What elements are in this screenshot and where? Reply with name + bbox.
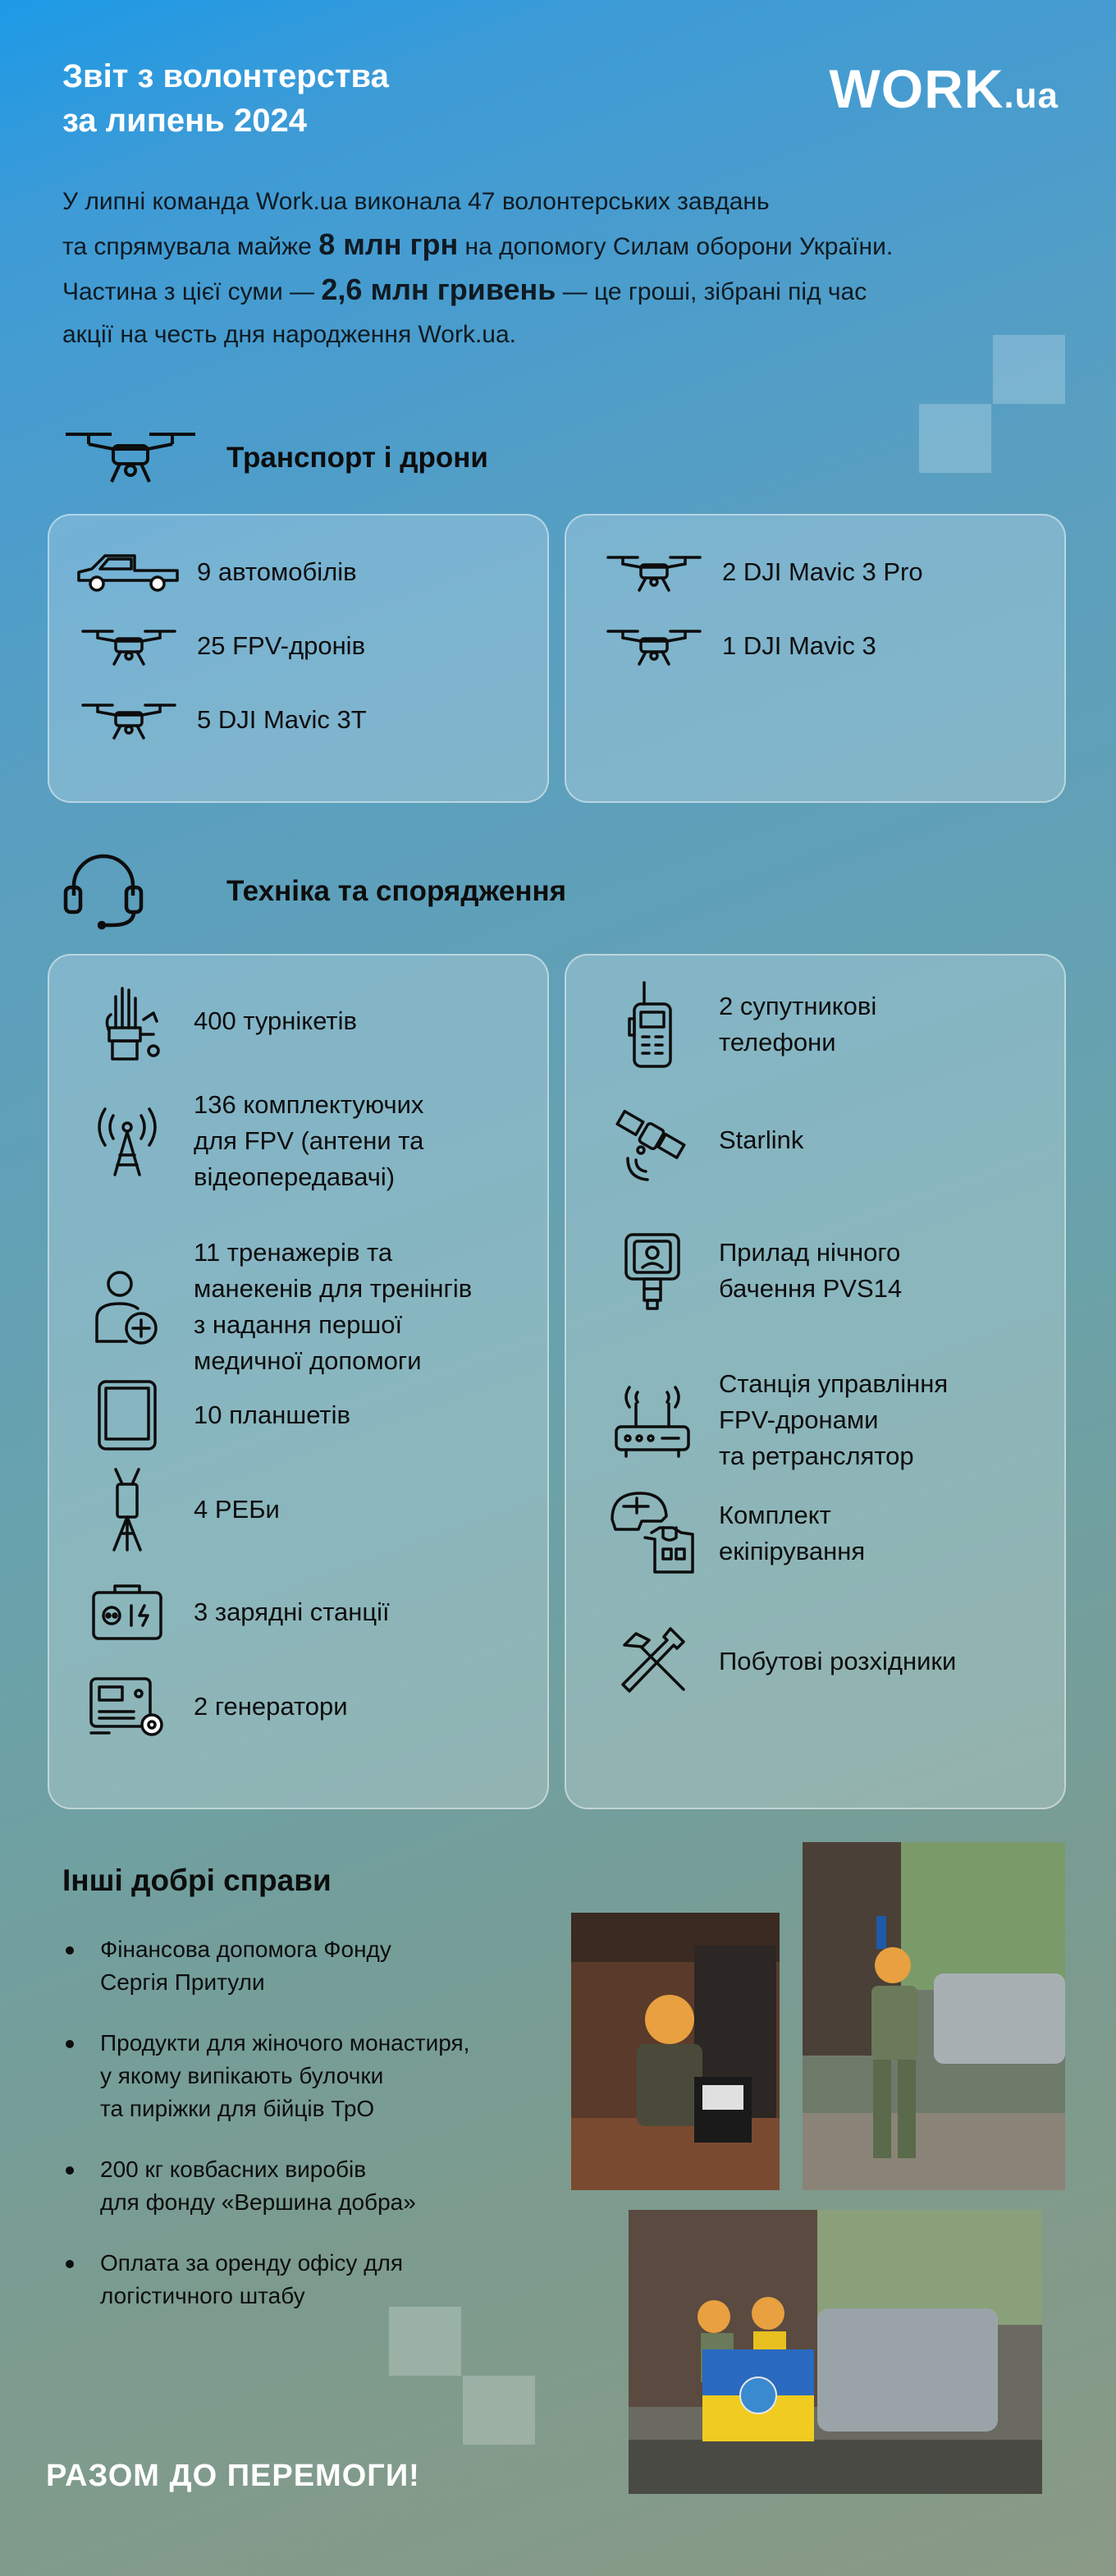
intro-line-4: акції на честь дня народження Work.ua. <box>62 321 517 348</box>
tourniquet-icon <box>74 992 181 1050</box>
item-label: Комплект екіпірування <box>719 1501 866 1565</box>
list-item <box>599 1366 948 1474</box>
item-label: 136 комплектуючих для FPV (антени та відеопередавачі) <box>194 1090 424 1191</box>
item-label: Прилад нічного бачення PVS14 <box>719 1238 903 1303</box>
headset-icon <box>62 850 226 933</box>
list-item <box>599 1633 956 1690</box>
item-label: Станція управління FPV-дронами та ретранслятор <box>719 1369 949 1470</box>
list-item: Продукти для жіночого монастиря, у якому випікають булочки та пиріжки для бійців ТрО <box>62 2027 555 2125</box>
intro-highlight-26mln: 2,6 млн гривень <box>321 273 556 306</box>
item-label: 2 DJI Mavic 3 Pro <box>722 557 923 586</box>
photo-soldier-with-car <box>803 1842 1065 2190</box>
list-item <box>599 1497 865 1570</box>
item-label: 400 турнікетів <box>194 1006 357 1035</box>
intro-highlight-8mln: 8 млн грн <box>318 227 459 261</box>
page-title <box>62 54 555 143</box>
list-item <box>67 617 365 675</box>
medic-person-icon <box>74 1278 181 1336</box>
logo-main: WORK <box>829 58 1004 119</box>
section-equipment-title: Техніка та спорядження <box>226 874 567 907</box>
list-item <box>67 543 357 601</box>
work-ua-logo[interactable] <box>829 57 1059 120</box>
section-others-title: Інші добрі справи <box>62 1863 332 1897</box>
list-item: Фінансова допомога Фонду Сергія Притули <box>62 1933 555 1999</box>
intro-line-2c: на допомогу Силам оборони України. <box>458 233 894 260</box>
list-item: 200 кг ковбасних виробів для фонду «Вершина добра» <box>62 2153 555 2219</box>
list-item <box>67 691 367 749</box>
decor-square <box>919 404 991 473</box>
section-equipment-heading <box>62 850 566 933</box>
item-label: 2 супутникові телефони <box>719 992 877 1057</box>
helmet-vest-icon <box>599 1505 706 1562</box>
photo-soldiers-with-flag <box>629 2210 1042 2494</box>
intro-line-2a: та спрямувала майже <box>62 233 319 260</box>
intro-line-1: У липні команда Work.ua виконала 47 волонтерських завдань <box>62 188 770 215</box>
intro-line-2 <box>62 223 1072 268</box>
antenna-tower-icon <box>74 1112 181 1170</box>
item-label: 5 DJI Mavic 3T <box>197 705 367 734</box>
list-item <box>599 988 876 1061</box>
list-item <box>74 1235 472 1379</box>
decor-square <box>993 335 1065 404</box>
walkie-talkie-icon <box>599 996 706 1053</box>
generator-icon <box>74 1678 181 1735</box>
item-label: 25 FPV-дронів <box>197 631 366 660</box>
intro-line-3a: Частина з цієї суми — <box>62 278 322 305</box>
item-label: 10 планшетів <box>194 1400 350 1429</box>
list-item <box>74 1387 350 1444</box>
section-transport-heading <box>62 423 488 493</box>
list-item <box>592 617 876 675</box>
intro-line-3 <box>62 268 1072 314</box>
item-label: Starlink <box>719 1125 804 1154</box>
list-item: Оплата за оренду офісу для логістичного штабу <box>62 2247 555 2312</box>
item-label: Побутові розхідники <box>719 1647 957 1675</box>
title-line-2: за липень 2024 <box>62 103 307 139</box>
item-label: 2 генератори <box>194 1692 348 1721</box>
item-label: 1 DJI Mavic 3 <box>722 631 876 660</box>
decor-square <box>463 2376 535 2445</box>
list-item <box>74 1678 348 1735</box>
list-item <box>74 992 357 1050</box>
list-item <box>592 543 923 601</box>
list-item <box>74 1584 390 1641</box>
list-item <box>74 1087 423 1195</box>
night-vision-icon <box>599 1242 706 1299</box>
drone-icon <box>62 423 226 493</box>
item-label: 9 автомобілів <box>197 557 357 586</box>
satellite-icon <box>599 1112 706 1169</box>
footer-slogan: РАЗОМ ДО ПЕРЕМОГИ! <box>46 2459 420 2493</box>
charging-station-icon <box>74 1584 181 1641</box>
section-transport-title: Транспорт і дрони <box>226 441 488 474</box>
item-label: 11 тренажерів та манекенів для тренінгів з надання першої медичної допомоги <box>194 1238 473 1375</box>
drone-icon <box>592 543 716 601</box>
list-item <box>599 1112 803 1169</box>
title-line-1: Звіт з волонтерства <box>62 58 389 94</box>
list-item <box>599 1235 902 1307</box>
ewar-tripod-icon <box>74 1481 181 1538</box>
drone-icon <box>67 691 190 749</box>
intro-line-3c: — це гроші, зібрані під час <box>556 278 867 305</box>
hammer-tools-icon <box>599 1633 706 1690</box>
drone-icon <box>67 617 190 675</box>
photo-soldier-with-equipment <box>571 1913 780 2190</box>
item-label: 4 РЕБи <box>194 1495 280 1524</box>
intro-text <box>62 181 1072 356</box>
logo-suffix: .ua <box>1004 76 1059 116</box>
drone-icon <box>592 617 716 675</box>
list-item <box>74 1481 280 1538</box>
others-list <box>62 1933 555 2340</box>
tablet-icon <box>74 1387 181 1444</box>
router-icon <box>599 1391 706 1449</box>
item-label: 3 зарядні станції <box>194 1597 390 1626</box>
pickup-truck-icon <box>67 543 190 601</box>
